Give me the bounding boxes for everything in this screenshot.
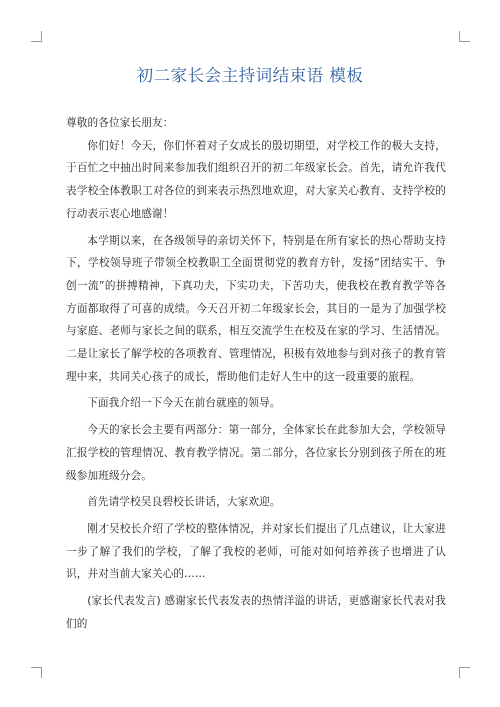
document-title: 初二家长会主持词结束语 模板	[136, 66, 364, 85]
paragraph: 下面我介绍一下今天在前台就座的领导。	[87, 397, 281, 410]
paragraph: 首先请学校吴良碧校长讲话，大家欢迎。	[87, 496, 281, 509]
crop-mark-top-left	[31, 31, 42, 42]
paragraph: 本学期以来，在各级领导的亲切关怀下，特别是在所有家长的热心帮助支持下，学校领导班子带领全校教职工全面贯彻党的教育方针，发扬“团结实干、争创一流”的拼搏精神，下真功夫，下实功夫，下苦功夫，使我校在教育教学等各方面都取得了可喜的成绩。今天召开初二年级家长会，其目的一是为了加强学校与家庭、老师与家长之间的联系，相互交流学生在校及在家的学习、生活情况。二是让家长了解学校的各项教育、管理情况，积极有效地参与到对孩子的教育管理中来，共同关心孩子的成长，帮助他们走好人生中的这一段重要的旅程。	[66, 234, 446, 383]
paragraph: 你们好！今天，你们怀着对子女成长的殷切期望，对学校工作的极大支持，于百忙之中抽出时间来参加我们组织召开的初二年级家长会。首先，请允许我代表学校全体教职工对各位的到来表示热烈地欢迎，对大家关心教育、支持学校的行动表示衷心地感谢！	[66, 139, 446, 220]
paragraph: (家长代表发言) 感谢家长代表发表的热情洋溢的讲话，更感谢家长代表对我们的	[66, 595, 446, 630]
document-body	[66, 112, 446, 635]
crop-mark-bottom-left	[31, 667, 42, 678]
paragraph: 今天的家长会主要有两部分：第一部分，全体家长在此参加大会，学校领导汇报学校的管理情况、教育教学情况。第二部分，各位家长分别到孩子所在的班级参加班级分会。	[66, 424, 446, 482]
salutation: 尊敬的各位家长朋友：	[66, 117, 174, 129]
paragraph: 刚才吴校长介绍了学校的整体情况，并对家长们提出了几点建议，让大家进一步了解了我们的学校，了解了我校的老师，可能对如何培养孩子也增进了认识，并对当前大家关心的……	[66, 522, 446, 581]
crop-mark-bottom-right	[459, 667, 470, 678]
crop-mark-top-right	[459, 31, 470, 42]
